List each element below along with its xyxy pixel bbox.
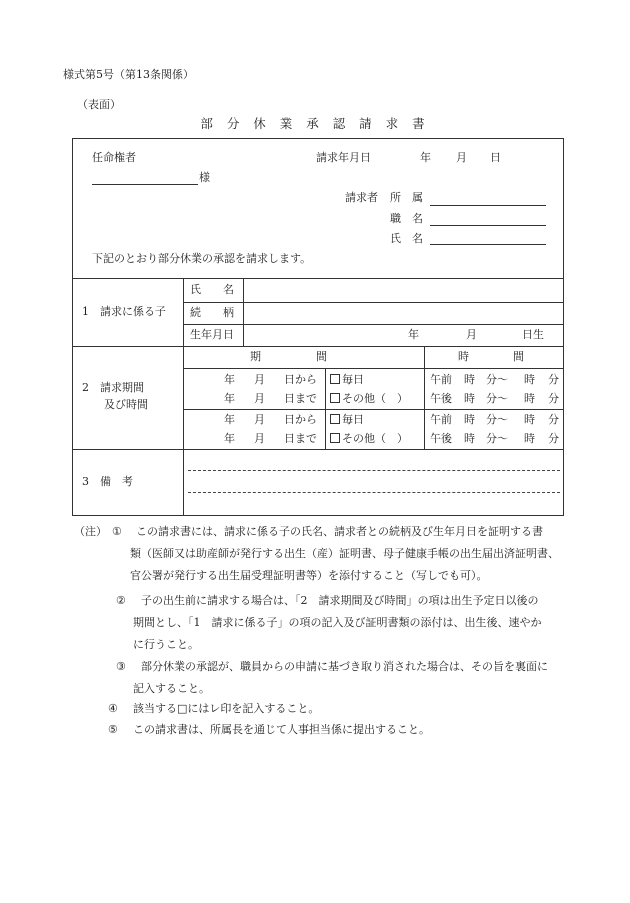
section3-label: 3 備 考 [82, 475, 133, 488]
month-mark: 月 [254, 413, 265, 426]
divider [183, 409, 564, 410]
month-mark: 月 [254, 373, 265, 386]
divider [424, 346, 425, 449]
time-header: 時 間 [458, 350, 524, 363]
note1-number: ① [112, 525, 122, 538]
divider [72, 346, 564, 347]
note1-line3: 官公署が発行する出生届受理証明書等）を添付すること（写しでも可）。 [130, 569, 488, 582]
note2-line1: 子の出生前に請求する場合は、「2 請求期間及び時間」の項は出生予定日以後の [141, 594, 539, 607]
minute-mark: 分 [548, 432, 559, 445]
hour-mark: 時 [524, 392, 535, 405]
notes-prefix: （注） [74, 525, 107, 538]
appointer-name-line[interactable] [92, 184, 198, 185]
page-title: 部 分 休 業 承 認 請 求 書 [200, 116, 430, 131]
month-mark: 月 [254, 392, 265, 405]
other-checkbox[interactable]: その他（ ） [330, 432, 408, 446]
from-mark: 日から [284, 413, 317, 426]
am-label: 午前 [430, 373, 452, 386]
name-field[interactable] [430, 244, 546, 245]
hour-mark: 時 [524, 413, 535, 426]
note4-line1: 該当する□にはレ印を記入すること。 [133, 702, 320, 715]
minute-mark: 分 [548, 392, 559, 405]
year-mark: 年 [224, 413, 235, 426]
hour-mark: 時 [464, 373, 475, 386]
divider [183, 302, 564, 303]
note3-number: ③ [116, 660, 126, 673]
section2-label-2: 及び時間 [104, 398, 148, 411]
request-day: 日 [490, 151, 501, 164]
hour-mark: 時 [464, 413, 475, 426]
divider [325, 368, 326, 449]
other-checkbox[interactable]: その他（ ） [330, 392, 408, 406]
affiliation-label: 所 属 [390, 191, 423, 204]
hour-mark: 時 [524, 373, 535, 386]
request-date-label: 請求年月日 [316, 151, 371, 164]
appointer-label: 任命権者 [92, 151, 136, 164]
minute-tilde-mark: 分～ [486, 432, 508, 445]
checkbox-icon[interactable] [330, 433, 340, 443]
period-header: 期 間 [250, 350, 327, 363]
section2-label: 2 請求期間 [82, 381, 144, 394]
affiliation-field[interactable] [430, 205, 546, 206]
note5-line1: この請求書は、所属長を通じて人事担当係に提出すること。 [133, 723, 430, 736]
am-label: 午前 [430, 413, 452, 426]
hour-mark: 時 [464, 392, 475, 405]
until-mark: 日まで [284, 392, 317, 405]
section1-label: 1 請求に係る子 [82, 305, 166, 318]
birth-month: 月 [466, 328, 477, 341]
divider [72, 278, 564, 279]
divider [183, 368, 564, 369]
daily-checkbox[interactable]: 毎日 [330, 413, 364, 427]
checkbox-icon[interactable] [330, 414, 340, 424]
note2-number: ② [116, 594, 126, 607]
divider [72, 449, 564, 450]
remarks-line-2[interactable] [188, 492, 560, 493]
year-mark: 年 [224, 373, 235, 386]
divider [183, 324, 564, 325]
note2-line3: に行うこと。 [133, 638, 199, 651]
name-label: 氏 名 [390, 232, 423, 245]
checkbox-icon[interactable] [330, 374, 340, 384]
request-year: 年 [420, 151, 431, 164]
request-month: 月 [456, 151, 467, 164]
month-mark: 月 [254, 432, 265, 445]
form-frame [72, 138, 564, 516]
requester-label: 請求者 [345, 191, 378, 204]
remarks-line-1[interactable] [188, 470, 560, 471]
intro-text: 下記のとおり部分休業の承認を請求します。 [92, 252, 312, 265]
sama-label: 様 [199, 171, 210, 184]
note3-line1: 部分休業の承認が、職員からの申請に基づき取り消された場合は、その旨を裏面に [141, 660, 548, 673]
minute-mark: 分 [548, 373, 559, 386]
year-mark: 年 [224, 392, 235, 405]
divider [243, 278, 244, 346]
child-relation-label: 続 柄 [190, 306, 234, 319]
daily-checkbox[interactable]: 毎日 [330, 373, 364, 387]
birth-day: 日生 [522, 328, 544, 341]
hour-mark: 時 [524, 432, 535, 445]
minute-tilde-mark: 分～ [486, 392, 508, 405]
minute-tilde-mark: 分～ [486, 413, 508, 426]
note3-line2: 記入すること。 [133, 682, 210, 695]
form-number: 様式第5号（第13条関係） [63, 68, 194, 81]
pm-label: 午後 [430, 432, 452, 445]
child-name-label: 氏 名 [190, 283, 234, 296]
note1-line1: この請求書には、請求に係る子の氏名、請求者との続柄及び生年月日を証明する書 [136, 525, 543, 538]
position-field[interactable] [430, 225, 546, 226]
divider [183, 278, 184, 516]
year-mark: 年 [224, 432, 235, 445]
note4-number: ④ [108, 702, 118, 715]
side-label: （表面） [77, 98, 121, 111]
birth-year: 年 [408, 328, 419, 341]
minute-tilde-mark: 分～ [486, 373, 508, 386]
note2-line2: 期間とし、「1 請求に係る子」の項の記入及び証明書類の添付は、出生後、速やか [133, 616, 542, 629]
checkbox-icon[interactable] [330, 393, 340, 403]
from-mark: 日から [284, 373, 317, 386]
hour-mark: 時 [464, 432, 475, 445]
child-birth-label: 生年月日 [190, 328, 234, 341]
position-label: 職 名 [390, 212, 423, 225]
until-mark: 日まで [284, 432, 317, 445]
minute-mark: 分 [548, 413, 559, 426]
pm-label: 午後 [430, 392, 452, 405]
note1-line2: 類（医師又は助産師が発行する出生（産）証明書、母子健康手帳の出生届出済証明書、 [130, 547, 559, 560]
note5-number: ⑤ [108, 723, 118, 736]
